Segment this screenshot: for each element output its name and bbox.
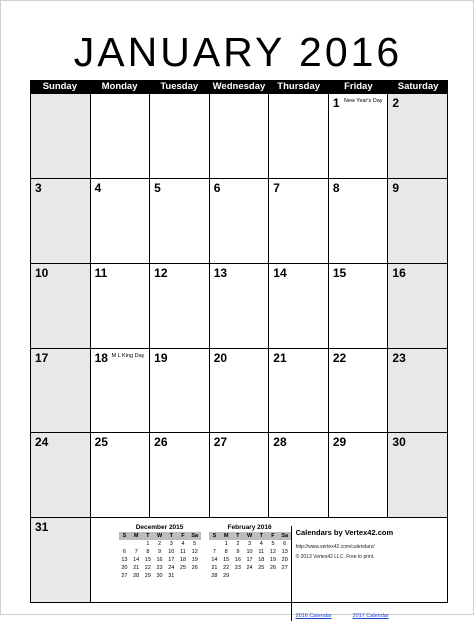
mini-day: 17 [246,557,253,564]
brand-url[interactable]: http://www.vertex42.com/calendars/ [295,544,375,551]
weekday-label: Sunday [42,81,77,92]
mini-calendar-row [119,564,201,572]
mini-calendar-row [209,564,291,572]
mini-weekday: W [156,533,163,540]
mini-day: 10 [168,549,175,556]
mini-day: 7 [134,549,138,556]
mini-day: 17 [168,557,175,564]
mini-day: 9 [236,549,240,556]
mini-calendar-row [119,540,201,548]
day-cell[interactable] [329,94,389,179]
mini-weekday: T [146,533,150,540]
day-cell[interactable] [388,349,448,434]
mini-day: 5 [193,541,197,548]
mini-day [232,572,244,580]
copyright-text: © 2013 Vertex42 LLC. Free to print. [295,554,375,561]
day-cell[interactable] [150,264,210,349]
day-number: 1 [332,96,340,110]
day-number: 21 [273,350,287,365]
day-number: 10 [35,265,49,280]
calendar-2016-link[interactable]: 2016 Calendar [295,613,332,620]
mini-calendar-row [209,572,291,580]
mini-day: 14 [133,557,140,564]
day-number: 6 [213,180,221,195]
mini-day: 29 [144,573,151,580]
weekday-label: Tuesday [160,81,199,92]
mini-calendar-row [119,556,201,564]
mini-day: 9 [158,549,162,556]
day-cell[interactable] [269,433,329,518]
month-title: JANUARY 2016 [73,29,403,75]
mini-calendar [209,524,291,580]
mini-calendar-header [209,532,291,540]
mini-calendar-title: December 2015 [135,524,184,532]
footer-box [91,518,448,620]
day-number: 19 [154,350,168,365]
mini-day: 15 [223,557,230,564]
day-cell[interactable] [91,433,151,518]
mini-day: 22 [144,565,151,572]
mini-day: 5 [271,541,275,548]
mini-day: 26 [269,565,277,572]
day-cell[interactable] [329,179,389,264]
mini-day: 3 [248,541,252,548]
day-number: 4 [94,180,102,195]
holiday-label: New Year's Day [343,98,383,104]
calendar-2017-link[interactable]: 2017 Calendar [352,613,389,620]
mini-day: 28 [211,573,218,580]
mini-day [209,540,221,548]
footer-divider [291,526,292,621]
mini-day: 28 [133,573,140,580]
day-cell[interactable] [269,349,329,434]
day-cell[interactable] [150,179,210,264]
mini-day: 25 [258,565,265,572]
mini-day: 10 [246,549,253,556]
day-cell[interactable] [91,179,151,264]
mini-weekday: T [169,533,173,540]
day-number: 30 [392,435,406,450]
day-number: 18 [94,350,108,365]
mini-day: 4 [181,541,185,548]
mini-day: 16 [156,557,163,564]
mini-calendar-title: February 2016 [227,524,272,532]
mini-day: 13 [121,557,128,564]
mini-day: 3 [169,541,173,548]
day-cell[interactable] [388,94,448,179]
mini-day [130,540,142,548]
mini-weekday: F [181,533,185,540]
day-number: 3 [35,180,42,195]
mini-day: 30 [156,573,163,580]
day-cell[interactable] [31,433,91,518]
mini-day: 18 [258,557,265,564]
mini-day: 27 [121,573,128,580]
day-cell[interactable] [150,433,210,518]
mini-day: 14 [211,557,218,564]
day-number: 27 [213,435,228,450]
day-cell[interactable] [31,264,91,349]
mini-calendar-row [209,556,291,564]
mini-day [189,572,201,580]
mini-calendar [119,524,201,580]
day-cell[interactable] [329,433,389,518]
day-cell[interactable] [91,349,151,434]
mini-day [279,572,291,580]
day-number: 9 [392,180,400,195]
mini-calendar-header [119,532,201,540]
day-cell[interactable] [31,518,91,603]
day-number: 14 [273,265,287,280]
day-number: 25 [94,435,108,450]
day-cell[interactable] [388,433,448,518]
mini-day: 1 [146,541,150,548]
mini-day: 26 [191,565,198,572]
mini-day: 16 [234,557,241,564]
day-number: 29 [332,435,347,450]
day-number: 20 [213,350,228,365]
day-cell[interactable] [329,349,389,434]
mini-day: 12 [269,549,277,556]
day-cell[interactable] [388,264,448,349]
day-number: 22 [332,350,347,365]
day-number: 15 [332,265,347,280]
mini-day [244,572,256,580]
mini-day: 29 [223,573,230,580]
mini-day: 23 [234,565,241,572]
day-number: 26 [154,435,168,450]
mini-day: 7 [212,549,216,556]
mini-day: 23 [156,565,163,572]
weekday-header-row [30,80,448,94]
day-number: 12 [154,265,168,280]
day-cell[interactable] [269,264,329,349]
weeks-grid [30,94,448,620]
mini-day: 31 [168,573,175,580]
mini-weekday: M [223,533,229,540]
mini-day: 1 [224,541,228,548]
mini-weekday: F [271,533,275,540]
mini-day: 2 [158,541,162,548]
day-cell[interactable] [269,94,329,179]
mini-day: 20 [281,557,288,564]
mini-day: 6 [122,549,126,556]
day-cell[interactable] [91,94,151,179]
mini-day [119,540,131,548]
mini-day: 12 [191,549,198,556]
mini-day: 24 [168,565,175,572]
weekday-label: Monday [101,81,138,92]
holiday-label: M L King Day [111,352,145,359]
day-number: 28 [273,435,287,450]
mini-weekday: Sa [281,533,289,540]
mini-weekday: W [246,533,253,540]
mini-day: 15 [144,557,151,564]
mini-day: 24 [246,565,253,572]
day-cell[interactable] [388,179,448,264]
mini-weekday: T [236,533,240,540]
day-cell[interactable] [91,264,151,349]
mini-day: 2 [236,541,240,548]
day-cell[interactable] [210,94,270,179]
day-cell[interactable] [31,94,91,179]
day-cell[interactable] [150,94,210,179]
brand-name: Calendars by Vertex42.com [295,528,394,538]
day-cell[interactable] [210,179,270,264]
mini-day: 19 [269,557,277,564]
mini-calendar-row [119,572,201,580]
mini-day: 8 [224,549,228,556]
mini-day: 13 [281,549,288,556]
day-cell[interactable] [210,349,270,434]
mini-weekday: Sa [191,533,199,540]
mini-weekday: S [212,533,217,540]
day-cell[interactable] [150,349,210,434]
day-number: 5 [154,180,161,195]
day-number: 13 [213,265,228,280]
calendar-grid [30,80,448,620]
mini-calendar-row [209,548,291,556]
mini-weekday: S [122,533,127,540]
day-number: 17 [35,350,49,365]
weekday-label: Wednesday [212,81,266,92]
mini-day: 21 [211,565,218,572]
weekday-label: Thursday [277,81,321,92]
mini-day: 20 [121,565,128,572]
mini-day [177,572,189,580]
mini-day: 22 [223,565,230,572]
mini-calendar-row [119,548,201,556]
weekday-label: Friday [344,81,373,92]
mini-day [267,572,279,580]
mini-day: 8 [146,549,150,556]
mini-day: 11 [180,549,186,556]
day-cell[interactable] [210,433,270,518]
mini-calendar-row [209,540,291,548]
mini-day: 18 [179,557,187,564]
day-number: 16 [392,265,406,280]
day-number: 8 [332,180,340,195]
mini-day: 25 [179,565,187,572]
day-cell[interactable] [329,264,389,349]
day-number: 23 [392,350,406,365]
day-cell[interactable] [269,179,329,264]
weekday-label: Saturday [397,81,439,92]
mini-day: 6 [283,541,287,548]
day-cell[interactable] [31,179,91,264]
day-number: 2 [392,96,400,110]
mini-weekday: T [259,533,263,540]
mini-weekday: M [133,533,139,540]
day-number: 7 [273,180,280,195]
day-number: 31 [35,520,49,535]
mini-day [255,572,267,580]
mini-day: 19 [191,557,198,564]
day-number: 11 [94,265,108,280]
day-cell[interactable] [31,349,91,434]
mini-day: 11 [258,549,265,556]
day-number: 24 [35,435,49,450]
mini-day: 21 [133,565,140,572]
mini-day: 4 [259,541,263,548]
day-cell[interactable] [210,264,270,349]
mini-day: 27 [281,565,288,572]
